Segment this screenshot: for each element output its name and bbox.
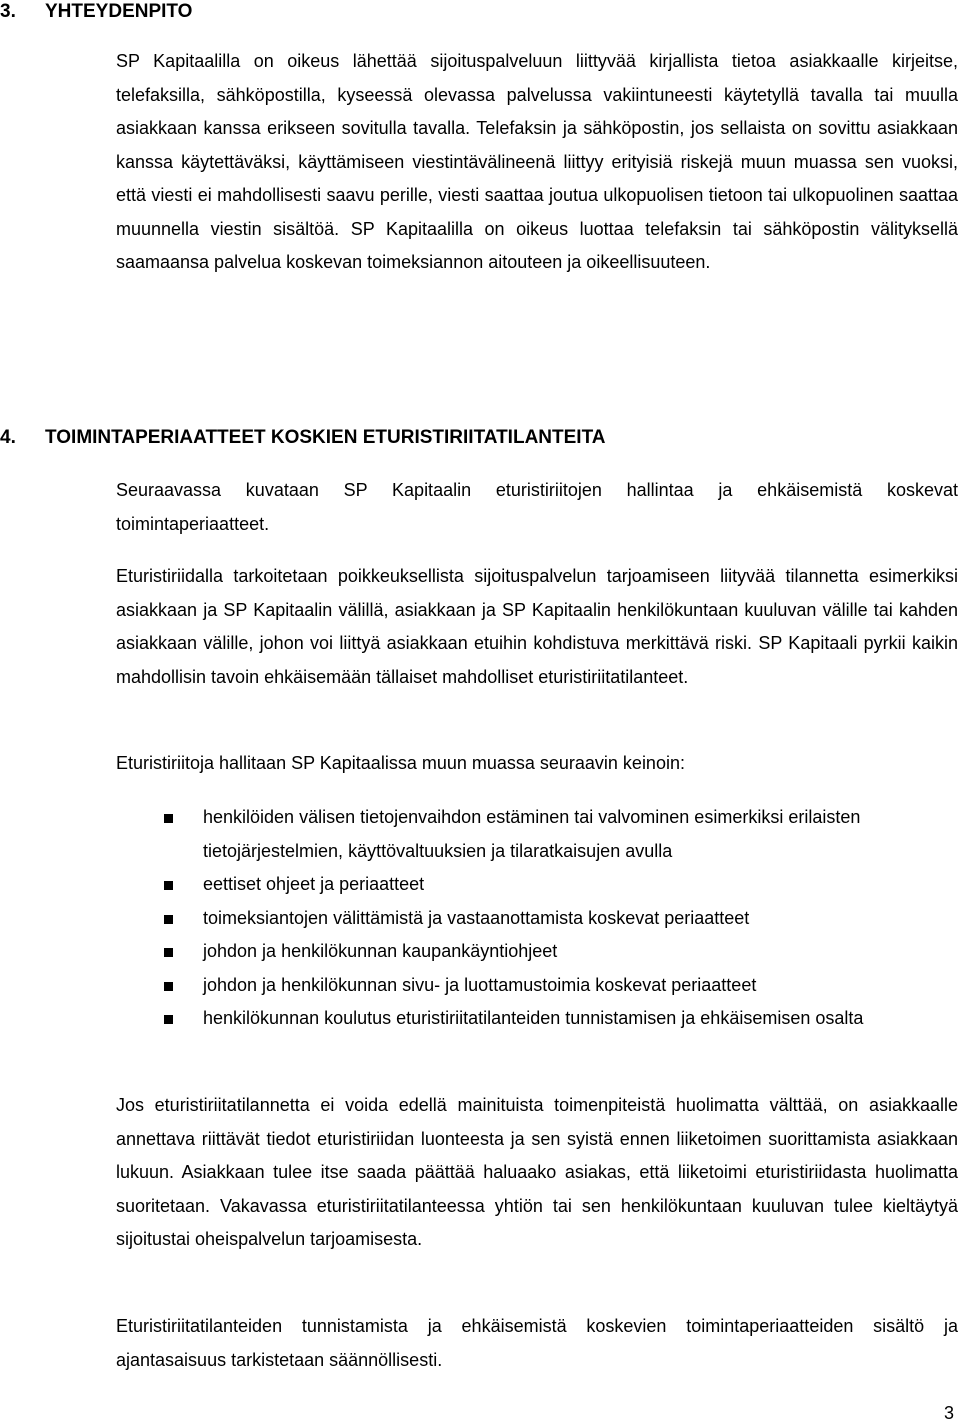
section-3-number: 3. xyxy=(0,1,16,22)
list-item: toimeksiantojen välittämistä ja vastaanottamista koskevat periaatteet xyxy=(116,902,958,936)
square-bullet-icon xyxy=(164,982,173,991)
page-number: 3 xyxy=(943,1403,954,1423)
square-bullet-icon xyxy=(164,881,173,890)
section-4-number: 4. xyxy=(0,427,16,448)
list-item: henkilöiden välisen tietojenvaihdon estäminen tai valvominen esimerkiksi erilaisten tietojärjestelmien, käyttövaltuuksien ja tilaratkaisujen avulla xyxy=(116,801,958,868)
section-3-title: YHTEYDENPITO xyxy=(45,1,193,22)
list-item: eettiset ohjeet ja periaatteet xyxy=(116,868,958,902)
section-4-review: Eturistiriitatilanteiden tunnistamista ja ehkäisemistä koskevien toimintaperiaatteiden sisältö ja ajantasaisuus tarkistetaan säännöllisesti. xyxy=(116,1316,958,1370)
section-3-paragraph: SP Kapitaalilla on oikeus lähettää sijoituspalveluun liittyvää kirjallista tietoa asiakkaalle kirjeitse, telefaksilla, sähköpostilla, kyseessä olevassa palvelussa vakiintuneesti käytetyllä tavalla tai muulla asiakkaan kanssa erikseen sovitulla tavalla. Telefaksin ja sähköpostin, jos sellaista on sovittu asiakkaan kanssa käytettäväksi, käyttämiseen viestintävälineenä liittyy erityisiä riskejä muun muassa sen vuoksi, että viesti ei mahdollisesti saavu perille, viesti saattaa joutua ulkopuolisen tietoon tai ulkopuolinen saattaa muunnella viestin sisältöä. SP Kapitaalilla on oikeus luottaa telefaksin tai sähköpostin välityksellä saamaansa palvelua koskevan toimeksiannon aitouteen ja oikeellisuuteen. xyxy=(116,51,958,272)
list-item: johdon ja henkilökunnan kaupankäyntiohjeet xyxy=(116,935,958,969)
square-bullet-icon xyxy=(164,915,173,924)
list-item: henkilökunnan koulutus eturistiriitatilanteiden tunnistamisen ja ehkäisemisen osalta xyxy=(116,1002,958,1036)
section-4-title: TOIMINTAPERIAATTEET KOSKIEN ETURISTIRIITATILANTEITA xyxy=(45,427,606,448)
section-4-heading xyxy=(0,426,605,450)
section-4-intro: Seuraavassa kuvataan SP Kapitaalin eturistiriitojen hallintaa ja ehkäisemistä koskevat toimintaperiaatteet. xyxy=(116,480,958,534)
section-4-unavoidable: Jos eturistiriitatilannetta ei voida edellä mainituista toimenpiteistä huolimatta välttää, on asiakkaalle annettava riittävät tiedot eturistiriidan luonteesta ja sen syistä ennen liiketoimen suorittamista asiakkaan lukuun. Asiakkaan tulee itse saada päättää haluaako asiakas, että liiketoimi eturistiriidasta huolimatta suoritetaan. Vakavassa eturistiriitatilanteessa yhtiön tai sen henkilökuntaan kuuluvan tulee kieltäytyä sijoitustai oheispalvelun tarjoamisesta. xyxy=(116,1095,958,1249)
section-4-definition: Eturistiriidalla tarkoitetaan poikkeuksellista sijoituspalvelun tarjoamiseen liityvää tilannetta esimerkiksi asiakkaan ja SP Kapitaalin välillä, asiakkaan ja SP Kapitaalin henkilökuntaan kuuluvan välille tai kahden asiakkaan välille, johon voi liittyä asiakkaan etuihin kohdistuva merkittävä riski. SP Kapitaali pyrkii kaikin mahdollisin tavoin ehkäisemään tällaiset mahdolliset eturistiriitatilanteet. xyxy=(116,566,958,687)
section-3-heading xyxy=(0,0,192,24)
list-item: johdon ja henkilökunnan sivu- ja luottamustoimia koskevat periaatteet xyxy=(116,969,958,1003)
section-4-means-intro: Eturistiriitoja hallitaan SP Kapitaalissa muun muassa seuraavin keinoin: xyxy=(116,753,685,773)
square-bullet-icon xyxy=(164,948,173,957)
square-bullet-icon xyxy=(164,814,173,823)
square-bullet-icon xyxy=(164,1015,173,1024)
means-list xyxy=(116,801,958,1036)
